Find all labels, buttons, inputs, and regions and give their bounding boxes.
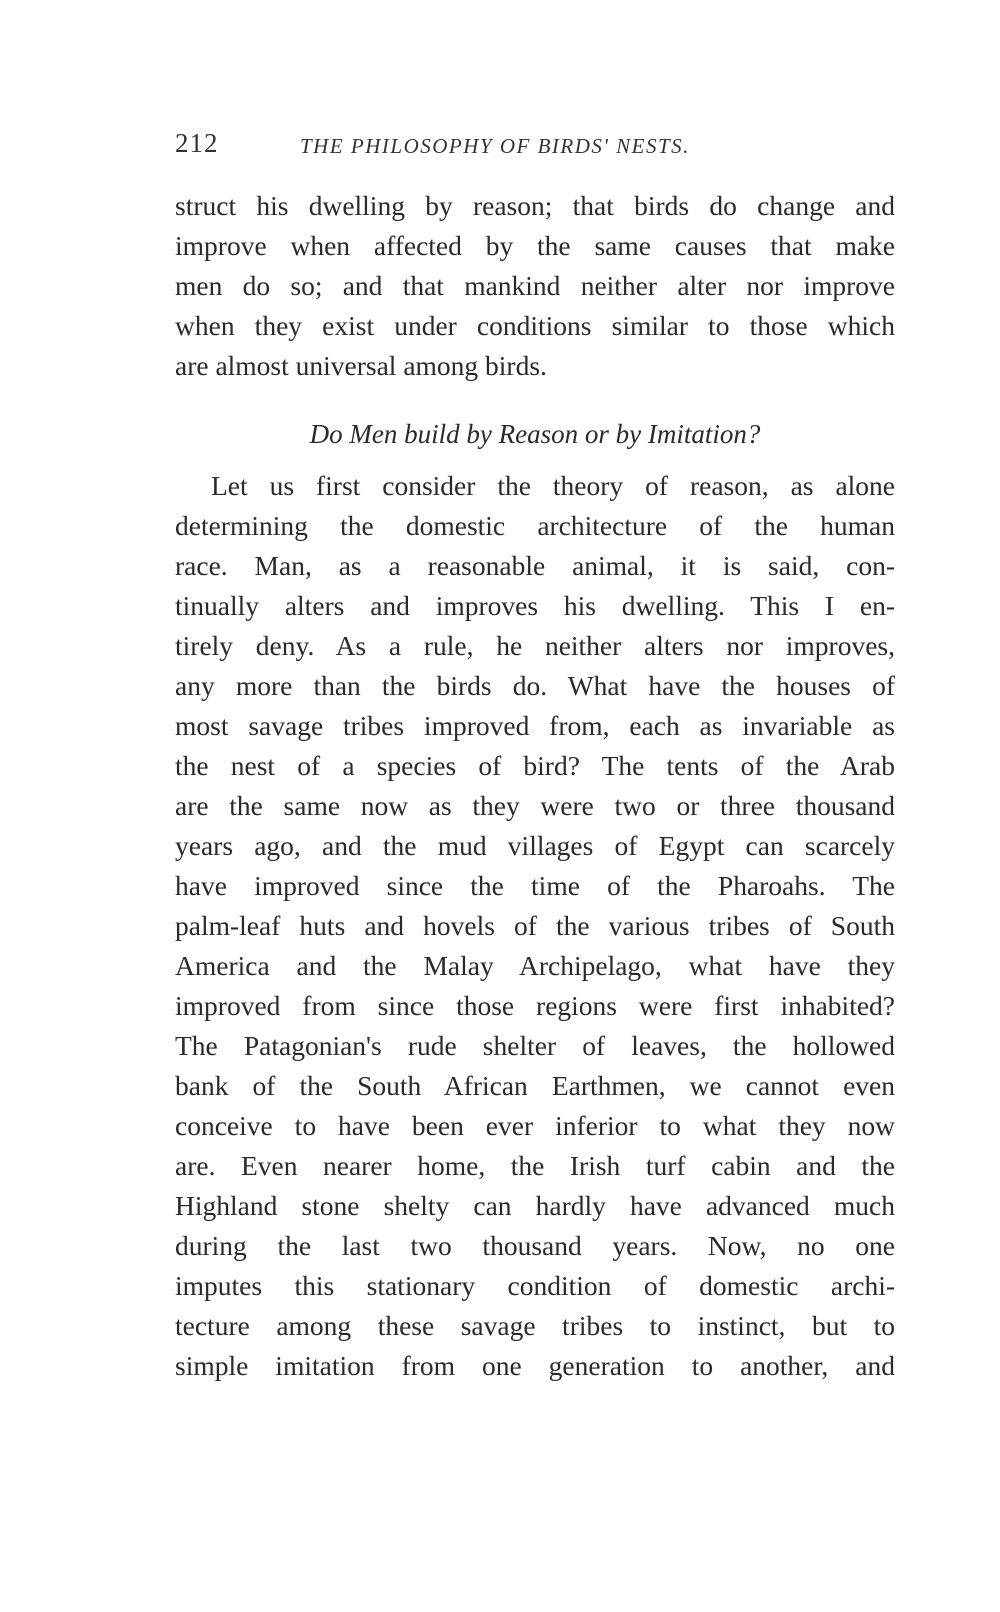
text-line: when they exist under conditions similar to those which	[175, 310, 895, 341]
text-line: tecture among these savage tribes to instinct, but to	[175, 1310, 895, 1341]
text-line: men do so; and that mankind neither alter nor improve	[175, 270, 895, 301]
paragraph-2	[175, 466, 895, 1386]
paragraph-1	[175, 186, 895, 386]
text-line: America and the Malay Archipelago, what have they	[175, 950, 895, 981]
text-line: tirely deny. As a rule, he neither alters nor improves,	[175, 630, 895, 661]
text-line: tinually alters and improves his dwelling. This I en-	[175, 590, 895, 621]
text-line: The Patagonian's rude shelter of leaves, the hollowed	[175, 1030, 895, 1061]
text-line: during the last two thousand years. Now, no one	[175, 1230, 895, 1261]
text-line: palm-leaf huts and hovels of the various tribes of South	[175, 910, 895, 941]
text-line: simple imitation from one generation to another, and	[175, 1350, 895, 1381]
text-line: determining the domestic architecture of the human	[175, 510, 895, 541]
text-line: most savage tribes improved from, each as invariable as	[175, 710, 895, 741]
text-line: improve when affected by the same causes that make	[175, 230, 895, 261]
text-line: conceive to have been ever inferior to what they now	[175, 1110, 895, 1141]
text-line: Let us first consider the theory of reason, as alone	[211, 470, 895, 501]
text-line: have improved since the time of the Pharoahs. The	[175, 870, 895, 901]
text-line: years ago, and the mud villages of Egypt can scarcely	[175, 830, 895, 861]
text-line: imputes this stationary condition of domestic archi-	[175, 1270, 895, 1301]
text-line: are. Even nearer home, the Irish turf cabin and the	[175, 1150, 895, 1181]
text-line: any more than the birds do. What have the houses of	[175, 670, 895, 701]
text-line: race. Man, as a reasonable animal, it is said, con-	[175, 550, 895, 581]
running-title: THE PHILOSOPHY OF BIRDS' NESTS.	[300, 134, 690, 158]
page-number: 212	[175, 128, 219, 158]
section-heading: Do Men build by Reason or by Imitation?	[309, 419, 761, 449]
text-line: Highland stone shelty can hardly have advanced much	[175, 1190, 895, 1221]
text-line: struct his dwelling by reason; that birds do change and	[175, 190, 895, 221]
text-line: are the same now as they were two or three thousand	[175, 790, 895, 821]
text-line: improved from since those regions were first inhabited?	[175, 990, 895, 1021]
text-line: bank of the South African Earthmen, we cannot even	[175, 1070, 895, 1101]
text-line: are almost universal among birds.	[175, 350, 547, 381]
running-header	[175, 128, 895, 168]
text-line: the nest of a species of bird? The tents of the Arab	[175, 750, 895, 781]
